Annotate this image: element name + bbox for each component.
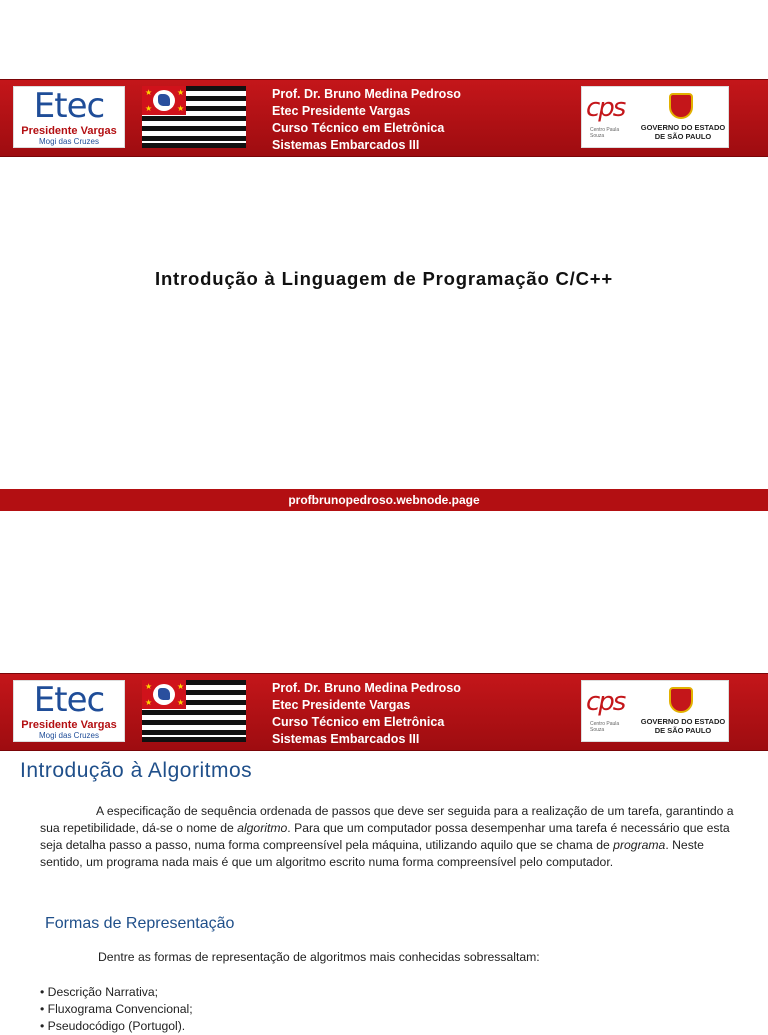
list-item: • Fluxograma Convencional; <box>40 1001 193 1018</box>
section-heading: Introdução à Algoritmos <box>20 759 253 782</box>
algorithm-paragraph: A especificação de sequência ordenada de passos que deve ser seguida para a realização de um tarefa, garantindo a sua repetibilidade, dá-se o nome de algoritmo. Para que um computador possa desempenhar uma tarefa é necessário que esta seja detalha passo a passo, numa forma compreensível pela máquina, utilizando aquilo que se chama de programa. Neste sentido, um programa nada mais é que um algoritmo escrito numa forma compreensível pelo computador. <box>40 804 734 869</box>
list-item: • Pseudocódigo (Portugol). <box>40 1018 193 1035</box>
representation-list <box>40 984 193 1035</box>
etec-logo: Etec Presidente Vargas Mogi das Cruzes <box>13 680 125 742</box>
list-item: • Descrição Narrativa; <box>40 984 193 1001</box>
coat-of-arms-icon <box>669 687 693 713</box>
sao-paulo-flag-icon: ★ ★ ★ ★ <box>142 680 246 742</box>
subsection-heading: Formas de Representação <box>45 915 235 932</box>
header-info: Prof. Dr. Bruno Medina Pedroso Etec Presidente Vargas Curso Técnico em Eletrônica Sistemas Embarcados III <box>272 681 461 746</box>
header-info: Prof. Dr. Bruno Medina Pedroso Etec Presidente Vargas Curso Técnico em Eletrônica Sistemas Embarcados III <box>272 87 461 152</box>
website-footer: profbrunopedroso.webnode.page <box>0 489 768 511</box>
sao-paulo-flag-icon: ★ ★ ★ ★ <box>142 86 246 148</box>
intro-text: Dentre as formas de representação de algoritmos mais conhecidas sobressaltam: <box>98 950 540 964</box>
etec-logo: Etec Presidente Vargas Mogi das Cruzes <box>13 86 125 148</box>
slide-header <box>0 673 768 751</box>
cps-gov-logo: cps Centro Paula Souza GOVERNO DO ESTADO DE SÃO PAULO <box>581 86 729 148</box>
cps-gov-logo: cps Centro Paula Souza GOVERNO DO ESTADO DE SÃO PAULO <box>581 680 729 742</box>
slide-title: Introdução à Linguagem de Programação C/C++ <box>155 268 613 289</box>
